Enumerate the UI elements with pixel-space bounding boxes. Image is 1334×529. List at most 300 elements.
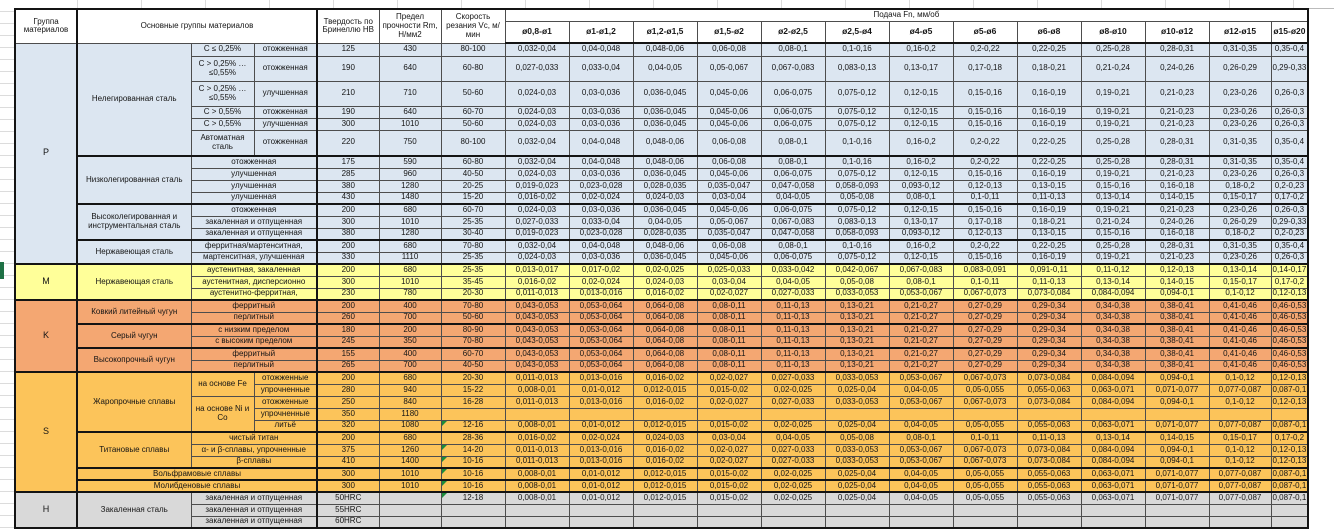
feed-cell[interactable]: 0,1-0,11 [953, 276, 1017, 288]
feed-cell[interactable]: 0,08-0,1 [761, 156, 825, 168]
feed-cell[interactable]: 0,016-0,02 [633, 456, 697, 468]
feed-cell[interactable]: 0,036-0,045 [633, 168, 697, 180]
material-family[interactable]: Высоколегированная и инструментальная сталь [77, 204, 191, 240]
feed-cell[interactable]: 0,35-0,4 [1271, 43, 1308, 56]
feed-cell[interactable]: 0,29-0,34 [1017, 324, 1081, 336]
cell[interactable]: 680 [379, 264, 441, 276]
feed-cell[interactable]: 0,067-0,073 [953, 444, 1017, 456]
feed-cell[interactable]: 0,18-0,2 [1209, 228, 1271, 240]
feed-cell[interactable]: 0,26-0,3 [1271, 168, 1308, 180]
cell[interactable]: перлитный [191, 312, 317, 324]
feed-cell[interactable]: 0,033-0,04 [569, 56, 633, 81]
feed-cell[interactable]: 0,34-0,38 [1081, 348, 1145, 360]
feed-cell[interactable]: 0,04-0,05 [889, 420, 953, 432]
cell[interactable]: 300 [317, 118, 379, 130]
feed-cell[interactable]: 0,1-0,12 [1209, 288, 1271, 300]
feed-cell[interactable]: 0,21-0,24 [1081, 216, 1145, 228]
feed-cell[interactable]: 0,46-0,53 [1271, 300, 1308, 312]
feed-cell[interactable]: 0,073-0,084 [1017, 288, 1081, 300]
cell[interactable]: 700 [379, 360, 441, 372]
cell[interactable]: 640 [379, 106, 441, 118]
cell[interactable]: ферритный [191, 300, 317, 312]
feed-cell[interactable]: 0,17-0,2 [1271, 432, 1308, 444]
feed-cell[interactable]: 0,18-0,21 [1017, 216, 1081, 228]
feed-cell[interactable]: 0,063-0,071 [1081, 468, 1145, 480]
cell[interactable] [441, 408, 505, 420]
cell[interactable]: 375 [317, 444, 379, 456]
diameter-column-header[interactable]: ø10-ø12 [1145, 21, 1209, 43]
cell[interactable]: 300 [317, 276, 379, 288]
feed-cell[interactable] [1017, 504, 1081, 516]
cell[interactable]: 680 [379, 240, 441, 252]
cell[interactable]: 70-80 [441, 240, 505, 252]
feed-cell[interactable]: 0,075-0,12 [825, 168, 889, 180]
feed-cell[interactable]: 0,26-0,3 [1271, 252, 1308, 264]
feed-cell[interactable]: 0,05-0,055 [953, 492, 1017, 504]
cell[interactable]: C > 0,55% [191, 118, 254, 130]
cell[interactable]: 80-90 [441, 324, 505, 336]
feed-cell[interactable]: 0,036-0,045 [633, 118, 697, 130]
feed-cell[interactable]: 0,04-0,05 [761, 276, 825, 288]
feed-cell[interactable]: 0,06-0,075 [761, 81, 825, 106]
feed-cell[interactable]: 0,06-0,075 [761, 204, 825, 216]
cell[interactable]: 710 [379, 81, 441, 106]
feed-cell[interactable]: 0,024-0,03 [505, 81, 569, 106]
feed-cell[interactable]: 0,03-0,036 [569, 106, 633, 118]
feed-cell[interactable] [1145, 516, 1209, 528]
cell[interactable]: отожженная [191, 156, 317, 168]
feed-cell[interactable]: 0,008-0,01 [505, 492, 569, 504]
cell[interactable] [379, 492, 441, 504]
feed-cell[interactable]: 0,073-0,084 [1017, 372, 1081, 384]
material-family[interactable]: Титановые сплавы [77, 432, 191, 468]
feed-cell[interactable]: 0,19-0,21 [1081, 81, 1145, 106]
feed-cell[interactable]: 0,075-0,12 [825, 252, 889, 264]
feed-cell[interactable]: 0,06-0,08 [697, 240, 761, 252]
cell[interactable]: 28-36 [441, 432, 505, 444]
cell[interactable]: 750 [379, 130, 441, 156]
feed-cell[interactable]: 0,31-0,35 [1209, 130, 1271, 156]
feed-cell[interactable]: 0,08-0,1 [889, 432, 953, 444]
feed-cell[interactable]: 0,025-0,04 [825, 480, 889, 492]
feed-cell[interactable]: 0,21-0,23 [1145, 81, 1209, 106]
cell[interactable]: закаленная и отпущенная [191, 516, 317, 528]
feed-cell[interactable]: 0,027-0,033 [761, 288, 825, 300]
diameter-column-header[interactable]: ø1-ø1,2 [569, 21, 633, 43]
feed-cell[interactable]: 0,058-0,093 [825, 180, 889, 192]
cell[interactable]: 1180 [379, 408, 441, 420]
feed-cell[interactable]: 0,02-0,027 [697, 456, 761, 468]
feed-cell[interactable]: 0,094-0,1 [1145, 372, 1209, 384]
feed-cell[interactable]: 0,019-0,023 [505, 180, 569, 192]
feed-cell[interactable]: 0,13-0,17 [889, 216, 953, 228]
header-strength[interactable]: Предел прочности Rm, Н/мм2 [379, 9, 441, 43]
group-label-k[interactable]: K [15, 300, 77, 372]
feed-cell[interactable]: 0,087-0,1 [1271, 468, 1308, 480]
feed-cell[interactable]: 0,071-0,077 [1145, 492, 1209, 504]
feed-cell[interactable]: 0,048-0,06 [633, 43, 697, 56]
cell[interactable]: чистый титан [191, 432, 317, 444]
cell[interactable]: 320 [317, 420, 379, 432]
feed-cell[interactable]: 0,08-0,1 [889, 192, 953, 204]
feed-cell[interactable]: 0,012-0,015 [633, 480, 697, 492]
feed-cell[interactable]: 0,13-0,21 [825, 324, 889, 336]
feed-cell[interactable]: 0,035-0,047 [697, 228, 761, 240]
feed-cell[interactable]: 0,13-0,15 [1017, 180, 1081, 192]
feed-cell[interactable]: 0,012-0,015 [633, 492, 697, 504]
cell[interactable]: 25-35 [441, 264, 505, 276]
cell[interactable]: 380 [317, 180, 379, 192]
feed-cell[interactable]: 0,016-0,02 [633, 444, 697, 456]
cell[interactable]: 1010 [379, 118, 441, 130]
feed-cell[interactable]: 0,084-0,094 [1081, 372, 1145, 384]
feed-cell[interactable] [505, 504, 569, 516]
feed-cell[interactable]: 0,084-0,094 [1081, 288, 1145, 300]
cell[interactable]: 60-70 [441, 106, 505, 118]
feed-cell[interactable]: 0,093-0,12 [889, 228, 953, 240]
feed-cell[interactable]: 0,04-0,05 [889, 468, 953, 480]
feed-cell[interactable]: 0,19-0,21 [1081, 204, 1145, 216]
feed-cell[interactable] [1145, 408, 1209, 420]
feed-cell[interactable]: 0,12-0,15 [889, 204, 953, 216]
cell[interactable] [441, 504, 505, 516]
feed-cell[interactable]: 0,21-0,23 [1145, 168, 1209, 180]
cell[interactable]: 50-60 [441, 312, 505, 324]
cell[interactable]: 200 [317, 372, 379, 384]
feed-cell[interactable]: 0,15-0,16 [953, 204, 1017, 216]
feed-cell[interactable]: 0,27-0,29 [953, 312, 1017, 324]
feed-cell[interactable]: 0,064-0,08 [633, 336, 697, 348]
feed-cell[interactable] [697, 504, 761, 516]
feed-cell[interactable]: 0,19-0,21 [1081, 106, 1145, 118]
feed-cell[interactable]: 0,055-0,063 [1017, 384, 1081, 396]
feed-cell[interactable]: 0,41-0,46 [1209, 324, 1271, 336]
feed-cell[interactable] [633, 408, 697, 420]
feed-cell[interactable]: 0,017-0,02 [569, 264, 633, 276]
feed-cell[interactable]: 0,033-0,053 [825, 288, 889, 300]
feed-cell[interactable] [761, 408, 825, 420]
cell[interactable]: 220 [317, 130, 379, 156]
feed-cell[interactable]: 0,29-0,34 [1017, 312, 1081, 324]
cell[interactable]: ферритная/мартенситная, [191, 240, 317, 252]
feed-cell[interactable]: 0,015-0,02 [697, 420, 761, 432]
feed-cell[interactable]: 0,028-0,035 [633, 228, 697, 240]
feed-cell[interactable]: 0,012-0,015 [633, 420, 697, 432]
cell-with-comment-marker[interactable]: 10-16 [441, 480, 505, 492]
feed-cell[interactable]: 0,036-0,045 [633, 252, 697, 264]
feed-cell[interactable]: 0,033-0,053 [825, 396, 889, 408]
feed-cell[interactable]: 0,04-0,048 [569, 240, 633, 252]
feed-cell[interactable]: 0,01-0,012 [569, 384, 633, 396]
feed-cell[interactable]: 0,067-0,083 [761, 56, 825, 81]
feed-cell[interactable]: 0,11-0,13 [761, 360, 825, 372]
feed-cell[interactable]: 0,015-0,02 [697, 468, 761, 480]
feed-cell[interactable]: 0,064-0,08 [633, 348, 697, 360]
feed-cell[interactable]: 0,04-0,048 [569, 156, 633, 168]
cell[interactable]: на основе Fe [191, 372, 254, 396]
feed-cell[interactable]: 0,033-0,053 [825, 372, 889, 384]
feed-cell[interactable]: 0,1-0,12 [1209, 396, 1271, 408]
feed-cell[interactable]: 0,05-0,067 [697, 56, 761, 81]
feed-cell[interactable]: 0,26-0,3 [1271, 118, 1308, 130]
feed-cell[interactable] [761, 516, 825, 528]
feed-cell[interactable]: 0,02-0,027 [697, 444, 761, 456]
feed-cell[interactable]: 0,024-0,03 [505, 118, 569, 130]
feed-cell[interactable]: 0,071-0,077 [1145, 420, 1209, 432]
cell[interactable]: 50-60 [441, 81, 505, 106]
cell[interactable]: 380 [317, 228, 379, 240]
feed-cell[interactable]: 0,16-0,19 [1017, 81, 1081, 106]
feed-cell[interactable]: 0,27-0,29 [953, 336, 1017, 348]
feed-cell[interactable]: 0,048-0,06 [633, 130, 697, 156]
feed-cell[interactable]: 0,16-0,18 [1145, 180, 1209, 192]
feed-cell[interactable]: 0,34-0,38 [1081, 324, 1145, 336]
feed-cell[interactable]: 0,21-0,23 [1145, 204, 1209, 216]
feed-cell[interactable]: 0,14-0,15 [1145, 276, 1209, 288]
feed-cell[interactable]: 0,03-0,036 [569, 81, 633, 106]
feed-cell[interactable]: 0,15-0,16 [953, 106, 1017, 118]
feed-cell[interactable]: 0,26-0,3 [1271, 81, 1308, 106]
feed-cell[interactable]: 0,28-0,31 [1145, 240, 1209, 252]
cell[interactable]: α- и β-сплавы, упрочненные [191, 444, 317, 456]
feed-cell[interactable]: 0,23-0,26 [1209, 81, 1271, 106]
feed-cell[interactable]: 0,26-0,3 [1271, 204, 1308, 216]
feed-cell[interactable]: 0,032-0,04 [505, 240, 569, 252]
feed-cell[interactable]: 0,17-0,18 [953, 56, 1017, 81]
feed-cell[interactable]: 0,21-0,23 [1145, 252, 1209, 264]
feed-cell[interactable]: 0,084-0,094 [1081, 396, 1145, 408]
feed-cell[interactable]: 0,29-0,34 [1017, 300, 1081, 312]
feed-cell[interactable] [825, 408, 889, 420]
feed-cell[interactable]: 0,063-0,071 [1081, 480, 1145, 492]
cell[interactable]: улучшенная [191, 180, 317, 192]
feed-cell[interactable]: 0,027-0,033 [505, 216, 569, 228]
feed-cell[interactable]: 0,11-0,13 [761, 312, 825, 324]
feed-cell[interactable]: 0,048-0,06 [633, 156, 697, 168]
feed-cell[interactable]: 0,028-0,035 [633, 180, 697, 192]
feed-cell[interactable]: 0,34-0,38 [1081, 360, 1145, 372]
feed-cell[interactable]: 0,033-0,053 [825, 456, 889, 468]
feed-cell[interactable]: 0,05-0,08 [825, 276, 889, 288]
feed-cell[interactable]: 0,024-0,03 [633, 192, 697, 204]
feed-cell[interactable]: 0,34-0,38 [1081, 312, 1145, 324]
feed-cell[interactable]: 0,025-0,04 [825, 384, 889, 396]
diameter-column-header[interactable]: ø6-ø8 [1017, 21, 1081, 43]
header-material-group[interactable]: Группа материалов [15, 9, 77, 43]
feed-cell[interactable]: 0,016-0,02 [633, 396, 697, 408]
cell[interactable]: 25-35 [441, 252, 505, 264]
feed-cell[interactable]: 0,042-0,067 [825, 264, 889, 276]
material-family[interactable]: Высокопрочный чугун [77, 348, 191, 372]
feed-cell[interactable] [569, 504, 633, 516]
feed-cell[interactable]: 0,084-0,094 [1081, 456, 1145, 468]
cell[interactable]: отожженная [254, 106, 317, 118]
feed-cell[interactable]: 0,073-0,084 [1017, 396, 1081, 408]
feed-cell[interactable]: 0,063-0,071 [1081, 384, 1145, 396]
feed-cell[interactable]: 0,073-0,084 [1017, 456, 1081, 468]
feed-cell[interactable]: 0,077-0,087 [1209, 480, 1271, 492]
feed-cell[interactable] [1017, 408, 1081, 420]
feed-cell[interactable]: 0,1-0,16 [825, 156, 889, 168]
feed-cell[interactable]: 0,35-0,4 [1271, 130, 1308, 156]
feed-cell[interactable]: 0,35-0,4 [1271, 240, 1308, 252]
cell[interactable]: 1010 [379, 468, 441, 480]
feed-cell[interactable]: 0,064-0,08 [633, 324, 697, 336]
cell[interactable] [379, 516, 441, 528]
feed-cell[interactable]: 0,043-0,053 [505, 324, 569, 336]
cell[interactable]: 190 [317, 56, 379, 81]
feed-cell[interactable]: 0,31-0,35 [1209, 156, 1271, 168]
cell[interactable]: мартенситная, улучшенная [191, 252, 317, 264]
feed-cell[interactable] [953, 504, 1017, 516]
cell[interactable]: Автоматная сталь [191, 130, 254, 156]
cell[interactable]: отожженные [254, 396, 317, 408]
feed-cell[interactable]: 0,13-0,14 [1081, 192, 1145, 204]
feed-cell[interactable]: 0,053-0,064 [569, 348, 633, 360]
feed-cell[interactable]: 0,21-0,23 [1145, 106, 1209, 118]
cell[interactable]: 20-25 [441, 180, 505, 192]
cell[interactable]: 40-50 [441, 168, 505, 180]
feed-cell[interactable]: 0,29-0,33 [1271, 216, 1308, 228]
cell[interactable]: отожженная [254, 130, 317, 156]
feed-cell[interactable]: 0,02-0,025 [761, 492, 825, 504]
feed-cell[interactable] [569, 516, 633, 528]
feed-cell[interactable]: 0,06-0,08 [697, 156, 761, 168]
feed-cell[interactable]: 0,045-0,06 [697, 106, 761, 118]
feed-cell[interactable]: 0,16-0,19 [1017, 118, 1081, 130]
cell[interactable]: 50-60 [441, 118, 505, 130]
feed-cell[interactable]: 0,25-0,28 [1081, 240, 1145, 252]
feed-cell[interactable]: 0,058-0,093 [825, 228, 889, 240]
feed-cell[interactable]: 0,064-0,08 [633, 360, 697, 372]
cell[interactable]: улучшенная [254, 118, 317, 130]
feed-cell[interactable]: 0,21-0,27 [889, 336, 953, 348]
feed-cell[interactable]: 0,04-0,05 [889, 480, 953, 492]
feed-cell[interactable]: 0,12-0,13 [1271, 396, 1308, 408]
feed-cell[interactable]: 0,04-0,05 [761, 192, 825, 204]
feed-cell[interactable]: 0,023-0,028 [569, 180, 633, 192]
feed-cell[interactable]: 0,067-0,083 [889, 264, 953, 276]
feed-cell[interactable]: 0,2-0,22 [953, 130, 1017, 156]
cell[interactable]: отожженная [254, 43, 317, 56]
feed-cell[interactable]: 0,13-0,21 [825, 360, 889, 372]
cell[interactable]: 60-70 [441, 348, 505, 360]
feed-cell[interactable]: 0,14-0,15 [1145, 432, 1209, 444]
feed-cell[interactable]: 0,094-0,1 [1145, 396, 1209, 408]
diameter-column-header[interactable]: ø1,2-ø1,5 [633, 21, 697, 43]
feed-cell[interactable]: 0,12-0,13 [1271, 372, 1308, 384]
feed-cell[interactable]: 0,16-0,19 [1017, 252, 1081, 264]
feed-cell[interactable]: 0,38-0,41 [1145, 324, 1209, 336]
feed-cell[interactable]: 0,075-0,12 [825, 106, 889, 118]
feed-cell[interactable]: 0,008-0,01 [505, 468, 569, 480]
cell[interactable]: 300 [317, 480, 379, 492]
feed-cell[interactable]: 0,06-0,08 [697, 43, 761, 56]
feed-cell[interactable]: 0,03-0,04 [697, 192, 761, 204]
feed-cell[interactable]: 0,38-0,41 [1145, 336, 1209, 348]
feed-cell[interactable]: 0,063-0,071 [1081, 420, 1145, 432]
feed-cell[interactable]: 0,2-0,22 [953, 156, 1017, 168]
feed-cell[interactable]: 0,053-0,064 [569, 300, 633, 312]
cell[interactable]: отожженные [254, 372, 317, 384]
feed-cell[interactable]: 0,08-0,11 [697, 348, 761, 360]
feed-cell[interactable]: 0,03-0,04 [697, 432, 761, 444]
feed-cell[interactable]: 0,38-0,41 [1145, 312, 1209, 324]
feed-cell[interactable]: 0,02-0,027 [697, 288, 761, 300]
feed-cell[interactable]: 0,16-0,2 [889, 240, 953, 252]
feed-cell[interactable]: 0,02-0,024 [569, 432, 633, 444]
feed-cell[interactable]: 0,14-0,15 [1145, 192, 1209, 204]
feed-cell[interactable]: 0,11-0,12 [1081, 264, 1145, 276]
feed-cell[interactable]: 0,23-0,26 [1209, 118, 1271, 130]
feed-cell[interactable]: 0,26-0,3 [1271, 106, 1308, 118]
feed-cell[interactable] [633, 516, 697, 528]
feed-cell[interactable]: 0,06-0,075 [761, 252, 825, 264]
feed-cell[interactable]: 0,025-0,04 [825, 420, 889, 432]
feed-cell[interactable]: 0,13-0,14 [1081, 276, 1145, 288]
feed-cell[interactable]: 0,24-0,26 [1145, 216, 1209, 228]
feed-cell[interactable]: 0,035-0,047 [697, 180, 761, 192]
material-family[interactable]: Молибденовые сплавы [77, 480, 317, 492]
feed-cell[interactable]: 0,073-0,084 [1017, 444, 1081, 456]
feed-cell[interactable]: 0,02-0,024 [569, 192, 633, 204]
feed-cell[interactable]: 0,1-0,12 [1209, 456, 1271, 468]
feed-cell[interactable] [697, 408, 761, 420]
feed-cell[interactable]: 0,033-0,053 [825, 444, 889, 456]
feed-cell[interactable]: 0,04-0,05 [889, 492, 953, 504]
feed-cell[interactable]: 0,053-0,067 [889, 372, 953, 384]
cell[interactable]: 55HRC [317, 504, 379, 516]
cell[interactable]: 1280 [379, 180, 441, 192]
feed-cell[interactable]: 0,094-0,1 [1145, 288, 1209, 300]
feed-cell[interactable]: 0,2-0,22 [953, 43, 1017, 56]
material-family[interactable]: Серый чугун [77, 324, 191, 348]
feed-cell[interactable]: 0,05-0,055 [953, 468, 1017, 480]
cell-with-comment-marker[interactable]: 12-16 [441, 420, 505, 432]
feed-cell[interactable]: 0,043-0,053 [505, 336, 569, 348]
cell[interactable]: 1480 [379, 192, 441, 204]
feed-cell[interactable]: 0,008-0,01 [505, 420, 569, 432]
cell[interactable]: 35-45 [441, 276, 505, 288]
feed-cell[interactable]: 0,036-0,045 [633, 204, 697, 216]
feed-cell[interactable]: 0,016-0,02 [633, 288, 697, 300]
feed-cell[interactable]: 0,077-0,087 [1209, 492, 1271, 504]
feed-cell[interactable]: 0,05-0,08 [825, 192, 889, 204]
feed-cell[interactable]: 0,053-0,064 [569, 360, 633, 372]
feed-cell[interactable]: 0,22-0,25 [1017, 240, 1081, 252]
cell[interactable]: улучшенная [191, 168, 317, 180]
cell[interactable]: литьё [254, 420, 317, 432]
feed-cell[interactable]: 0,08-0,1 [761, 43, 825, 56]
feed-cell[interactable]: 0,02-0,025 [761, 384, 825, 396]
feed-cell[interactable]: 0,094-0,1 [1145, 444, 1209, 456]
diameter-column-header[interactable]: ø0,8-ø1 [505, 21, 569, 43]
cell[interactable]: 155 [317, 348, 379, 360]
cell[interactable]: 285 [317, 168, 379, 180]
cell[interactable]: 80-100 [441, 43, 505, 56]
feed-cell[interactable] [761, 504, 825, 516]
feed-cell[interactable]: 0,12-0,13 [953, 180, 1017, 192]
feed-cell[interactable]: 0,045-0,06 [697, 168, 761, 180]
cell[interactable]: 175 [317, 156, 379, 168]
cell[interactable]: 330 [317, 252, 379, 264]
feed-cell[interactable]: 0,1-0,16 [825, 43, 889, 56]
cell[interactable]: 200 [317, 300, 379, 312]
cell-with-comment-marker[interactable]: 12-18 [441, 492, 505, 504]
cell[interactable]: закаленная и отпущенная [191, 228, 317, 240]
feed-cell[interactable]: 0,08-0,11 [697, 360, 761, 372]
feed-cell[interactable]: 0,03-0,04 [697, 276, 761, 288]
